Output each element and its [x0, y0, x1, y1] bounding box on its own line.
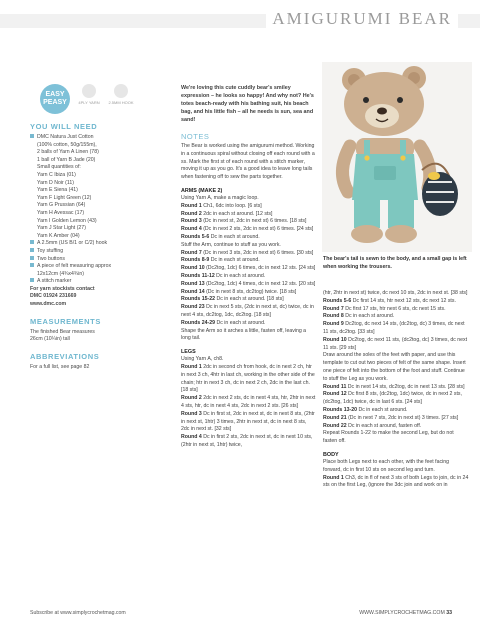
badge-row	[40, 84, 154, 114]
photo-caption: The bear's tail is sewn to the body, and a small gap is left when working the trousers.	[323, 256, 467, 270]
hook-icon	[114, 84, 128, 98]
footer-website: WWW.SIMPLYCROCHETMAG.COM 33	[359, 610, 452, 616]
hook-size-badge: 2.5MM HOOK	[108, 84, 134, 105]
page-number: 33	[446, 610, 452, 616]
instruction-line: Rounds 13-20 Dc in each st around.	[323, 406, 408, 413]
instruction-line: Rounds 11-12 Dc in each st around.	[181, 272, 266, 279]
instruction-line: Round 2 2dc in next 2 sts, dc in next 4 sts, htr, 2htr in next 4 sts, htr, dc in next 4 sts, 2dc in next 2 sts. [26 sts]	[181, 395, 316, 409]
instruction-line: Round 12 Dc first 8 sts, (dc2tog, 1dc) twice, dc in next 2 sts, (dc2tog, 1dc) twice, dc in last 6 sts. [24 sts]	[323, 391, 462, 406]
instruction-line: Round 8 Dc in each st around.	[323, 313, 395, 320]
instruction-line: Rounds 15-22 Dc in each st around. [18 sts]	[181, 296, 284, 303]
intro-text: We're loving this cute cuddly bear's smiley expression – he looks so happy! And why not? He's totes beach-ready with his bathing suit, his beach bag, and his little fish – all he needs is sun, sea and sand!	[181, 85, 314, 123]
need-line: Yarn F Light Green (12)	[37, 194, 92, 201]
instruction-line: Round 21 (Dc in next 7 sts, 2dc in next st) 3 times. [27 sts]	[323, 414, 459, 421]
instruction-line: Using Yarn A, make a magic loop.	[181, 194, 259, 201]
instruction-line: Round 23 Dc in next 5 sts, (2dc in next st, dc) twice, dc in next 4 sts, dc2tog, 1dc, dc2tog. [18 sts]	[181, 304, 314, 318]
subscribe-link[interactable]: Subscribe at www.simplycrochetmag.com	[30, 610, 126, 616]
instruction-line: Round 22 Dc in each st around, fasten off.	[323, 422, 422, 429]
need-line: Small quantities of:	[37, 164, 81, 171]
legs-heading: LEGS	[181, 349, 196, 356]
need-line: Yarn J Star Light (27)	[37, 225, 86, 232]
bullet-icon	[30, 256, 34, 260]
instruction-line: Using Yarn A, ch8.	[181, 356, 224, 363]
amigurumi-bear-illustration	[322, 62, 472, 252]
need-line: Yarn C Ibiza (01)	[37, 171, 76, 178]
need-line: 2 balls of Yarn A Linen (78)	[37, 149, 99, 156]
need-line: DMC Natura Just Cotton	[30, 134, 154, 142]
instruction-line: Round 11 Dc in next 14 sts, dc2tog, dc in next 13 sts. [28 sts]	[323, 383, 465, 390]
instruction-line: Round 2 2dc in each st around. [12 sts]	[181, 210, 273, 217]
measurements-size: 26cm (10¼in) tall	[30, 336, 70, 343]
instruction-line: Round 13 (Dc2tog, 1dc) 4 times, dc in next 12 sts. [20 sts]	[181, 280, 316, 287]
need-line: Yarn I Golden Lemon (43)	[37, 217, 97, 224]
need-line: (100% cotton, 50g/155m),	[37, 141, 97, 148]
stockists-website[interactable]: www.dmc.com	[30, 301, 67, 308]
need-line: Yarn G Prussian (64)	[37, 202, 86, 209]
bear-photo	[322, 62, 472, 252]
difficulty-badge: EASY PEASY	[40, 84, 70, 114]
instruction-line: Rounds 5-6 Dc first 14 sts, htr next 12 sts, dc next 12 sts.	[323, 297, 456, 304]
need-line: Yarn H Avessac (17)	[37, 209, 85, 216]
instruction-line: Round 3 (Dc in next st, 2dc in next st) 6 times. [18 sts]	[181, 218, 307, 225]
instruction-line: Rounds 5-6 Dc in each st around.	[181, 233, 260, 240]
instruction-line: Repeat Rounds 1-22 to make the second Leg, but do not fasten off.	[323, 430, 454, 445]
bullet-icon	[30, 134, 34, 138]
instruction-line: Shape the Arm so it arches a little, fasten off, leaving a long tail.	[181, 327, 307, 342]
instruction-line: Round 1 Ch1, 6dc into loop. [6 sts]	[181, 202, 262, 209]
instruction-line: Round 1 2dc in second ch from hook, dc in next 2 ch, htr in next 3 ch, 4htr in last ch, working in the other side of the chain; htr in next 3 ch, dc in next 2 ch, 2dc in the last ch. [18 sts]	[181, 363, 315, 394]
instruction-line: Round 4 (Dc in next 2 sts, 2dc in next st) 6 times. [24 sts]	[181, 226, 314, 233]
instruction-line: Rounds 24-29 Dc in each st around.	[181, 319, 266, 326]
instruction-line: Round 1 Ch3, dc in fl of next 3 sts of both Legs to join, dc in 24 sts on the first Leg, (ignore the 3dc join and work on in	[323, 474, 469, 489]
body-instructions	[323, 459, 469, 490]
instruction-line: Stuff the Arm, continue to stuff as you work.	[181, 241, 281, 248]
instruction-line: Round 10 (Dc2tog, 1dc) 6 times, dc in next 12 sts. [24 sts]	[181, 265, 316, 272]
arms-heading: ARMS (MAKE 2)	[181, 187, 223, 194]
pattern-column-2	[323, 290, 469, 490]
abbreviations-heading: ABBREVIATIONS	[30, 351, 100, 361]
instruction-line: Round 4 Dc in first 2 sts, 2dc in next st, dc in next 10 sts, (2htr in next st, 1htr) twice,	[181, 434, 313, 448]
legs-instructions	[181, 356, 316, 450]
yarn-weight-badge: 4PLY YARN	[76, 84, 102, 105]
bullet-icon	[30, 248, 34, 252]
yarn-icon	[82, 84, 96, 98]
instruction-line: Round 7 Dc first 17 sts, htr next 6 sts, dc next 15 sts.	[323, 305, 446, 312]
page-header	[0, 0, 480, 36]
instruction-line: Rounds 8-9 Dc in each st around.	[181, 257, 260, 264]
instruction-line: Round 10 Dc2tog, dc next 11 sts, (dc2tog, dc) 3 times, dc next 11 sts. [29 sts]	[323, 336, 468, 351]
notes-heading: NOTES	[181, 132, 210, 141]
extra-line: A piece of felt measuring approx	[30, 263, 154, 271]
need-line: 1 ball of Yarn B Jade (20)	[37, 156, 96, 163]
body-heading: BODY	[323, 451, 339, 458]
bullet-icon	[30, 263, 34, 267]
extra-line: A 2.5mm (US B/1 or C/2) hook	[30, 240, 154, 248]
need-line: Yarn E Siena (41)	[37, 187, 78, 194]
extra-line: Toy stuffing	[30, 248, 154, 256]
measurements-heading: MEASUREMENTS	[30, 316, 101, 326]
instruction-line: Place both Legs next to each other, with the feet facing forward, dc in first 10 sts on second leg and turn.	[323, 458, 450, 473]
extra-line: A stitch marker	[30, 278, 154, 286]
stockists-contact: For yarn stockists contact	[30, 285, 95, 292]
legs-instructions-continued	[323, 290, 469, 446]
instruction-line: Round 7 (Dc in next 3 sts, 2dc in next st) 6 times. [30 sts]	[181, 249, 314, 256]
instruction-line: Round 9 Dc2tog, dc next 14 sts, (dc2tog, dc) 3 times, dc next 11 sts, dc2tog. [33 sts]	[323, 321, 465, 335]
instruction-line: Round 14 (Dc in next 8 sts, dc2tog) twice. [18 sts]	[181, 288, 297, 295]
extra-line: Two buttons	[30, 256, 154, 264]
bullet-icon	[30, 278, 34, 282]
abbreviations-text: For a full list, see page 82	[30, 363, 90, 370]
pattern-column-1	[181, 84, 316, 450]
instruction-line: Round 3 Dc in first st, 2dc in next st, dc in next 8 sts, (2htr in next st, 1htr) 3 times, 2htr in next st, dc in next 8 sts, 2dc in next st. [32 sts]	[181, 410, 315, 433]
need-line: Yarn K Amber (04)	[37, 232, 80, 239]
measurements-text: The finished Bear measures	[30, 328, 95, 335]
extra-line: 12x12cm (4¾x4¾in)	[37, 270, 84, 277]
page-footer	[0, 600, 480, 640]
arms-instructions	[181, 195, 316, 343]
instruction-line: (htr, 2htr in next st) twice, dc next 10 sts, 2dc in next st. [38 sts]	[323, 290, 468, 296]
materials-sidebar	[30, 84, 154, 371]
notes-text: The Bear is worked using the amigurumi method. Working in a continuous spiral without closing off each round with a ss. Mark the first st of each round with a stitch marker, moving it up as you go. It's a good idea to leave long tails when fastening off to sew the parts together.	[181, 143, 315, 181]
instruction-line: Draw around the soles of the feet with paper, and use this template to cut out two pieces of felt of the same shape. Insert one piece of felt into the bottom of the foot and stuff. Continue to stuff the Leg as you work.	[323, 352, 466, 382]
stockists-phone: DMC 01924 231669	[30, 293, 77, 300]
bullet-icon	[30, 240, 34, 244]
need-line: Yarn D Noir (11)	[37, 179, 74, 186]
page-title: AMIGURUMI BEAR	[266, 9, 458, 29]
you-will-need-heading: YOU WILL NEED	[30, 122, 98, 131]
